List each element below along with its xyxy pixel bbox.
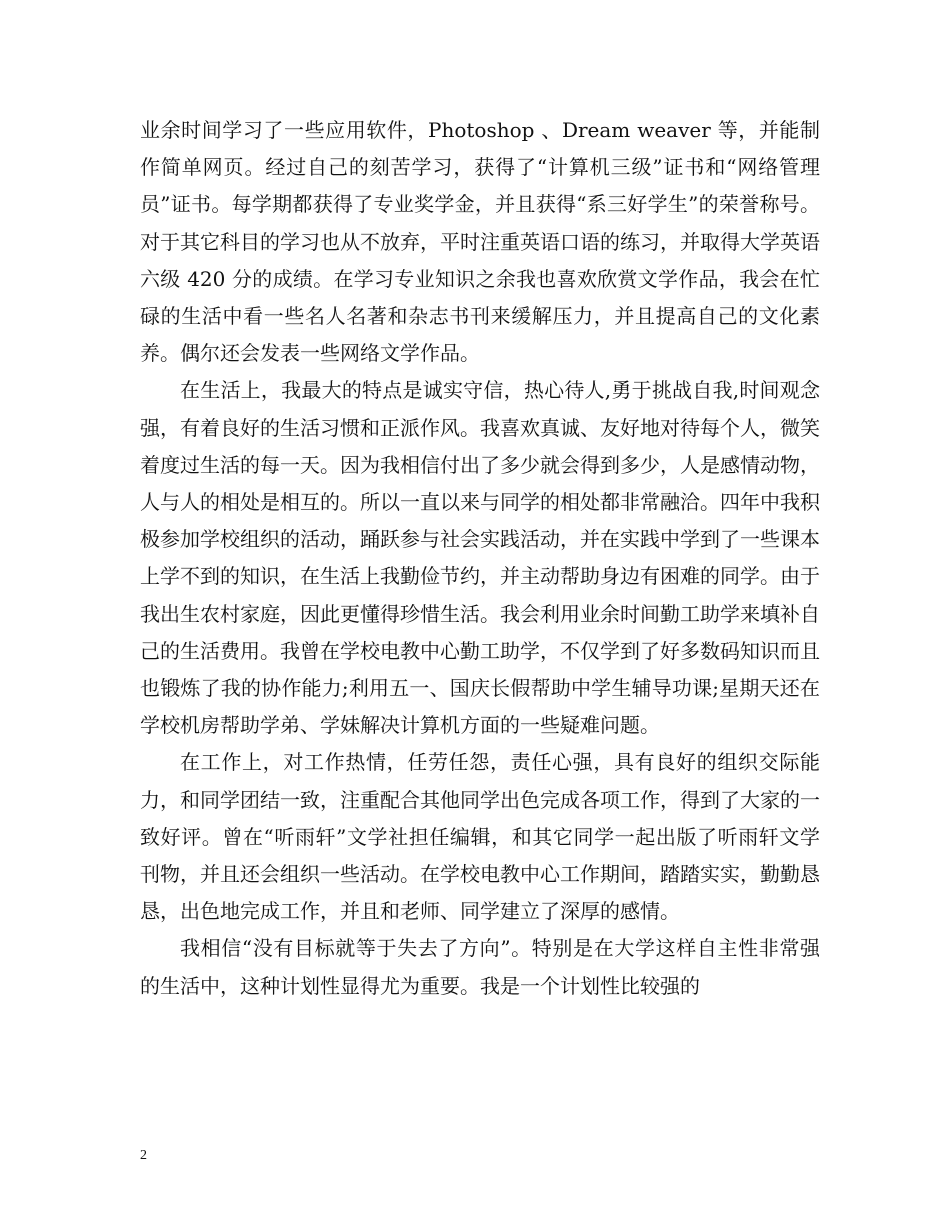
paragraph-goals: 我相信“没有目标就等于失去了方向”。特别是在大学这样自主性非常强的生活中，这种计划性显得尤为重要。我是一个计划性比较强的 <box>140 936 820 998</box>
document-body <box>140 112 820 1005</box>
page-number: 2 <box>140 1148 147 1163</box>
paragraph-study: 业余时间学习了一些应用软件，Photoshop 、Dream weaver 等，并能制作简单网页。经过自己的刻苦学习，获得了“计算机三级”证书和“网络管理员”证书。每学期都获得了专业奖学金，并且获得“系三好学生”的荣誉称号。对于其它科目的学习也从不放弃，平时注重英语口语的练习，并取得大学英语六级 420 分的成绩。在学习专业知识之余我也喜欢欣赏文学作品，我会在忙碌的生活中看一些名人名著和杂志书刊来缓解压力，并且提高自己的文化素养。偶尔还会发表一些网络文学作品。 <box>140 118 820 366</box>
paragraph-life: 在生活上，我最大的特点是诚实守信，热心待人,勇于挑战自我,时间观念强，有着良好的生活习惯和正派作风。我喜欢真诚、友好地对待每个人，微笑着度过生活的每一天。因为我相信付出了多少就会得到多少，人是感情动物，人与人的相处是相互的。所以一直以来与同学的相处都非常融洽。四年中我积极参加学校组织的活动，踊跃参与社会实践活动，并在实践中学到了一些课本上学不到的知识，在生活上我勤俭节约，并主动帮助身边有困难的同学。由于我出生农村家庭，因此更懂得珍惜生活。我会利用业余时间勤工助学来填补自己的生活费用。我曾在学校电教中心勤工助学，不仅学到了好多数码知识而且也锻炼了我的协作能力;利用五一、国庆长假帮助中学生辅导功课;星期天还在学校机房帮助学弟、学妹解决计算机方面的一些疑难问题。 <box>140 378 820 738</box>
paragraph-work: 在工作上，对工作热情，任劳任怨，责任心强，具有良好的组织交际能力，和同学团结一致，注重配合其他同学出色完成各项工作，得到了大家的一致好评。曾在“听雨轩”文学社担任编辑，和其它同学一起出版了听雨轩文学刊物，并且还会组织一些活动。在学校电教中心工作期间，踏踏实实，勤勤恳恳，出色地完成工作，并且和老师、同学建立了深厚的感情。 <box>140 750 820 924</box>
